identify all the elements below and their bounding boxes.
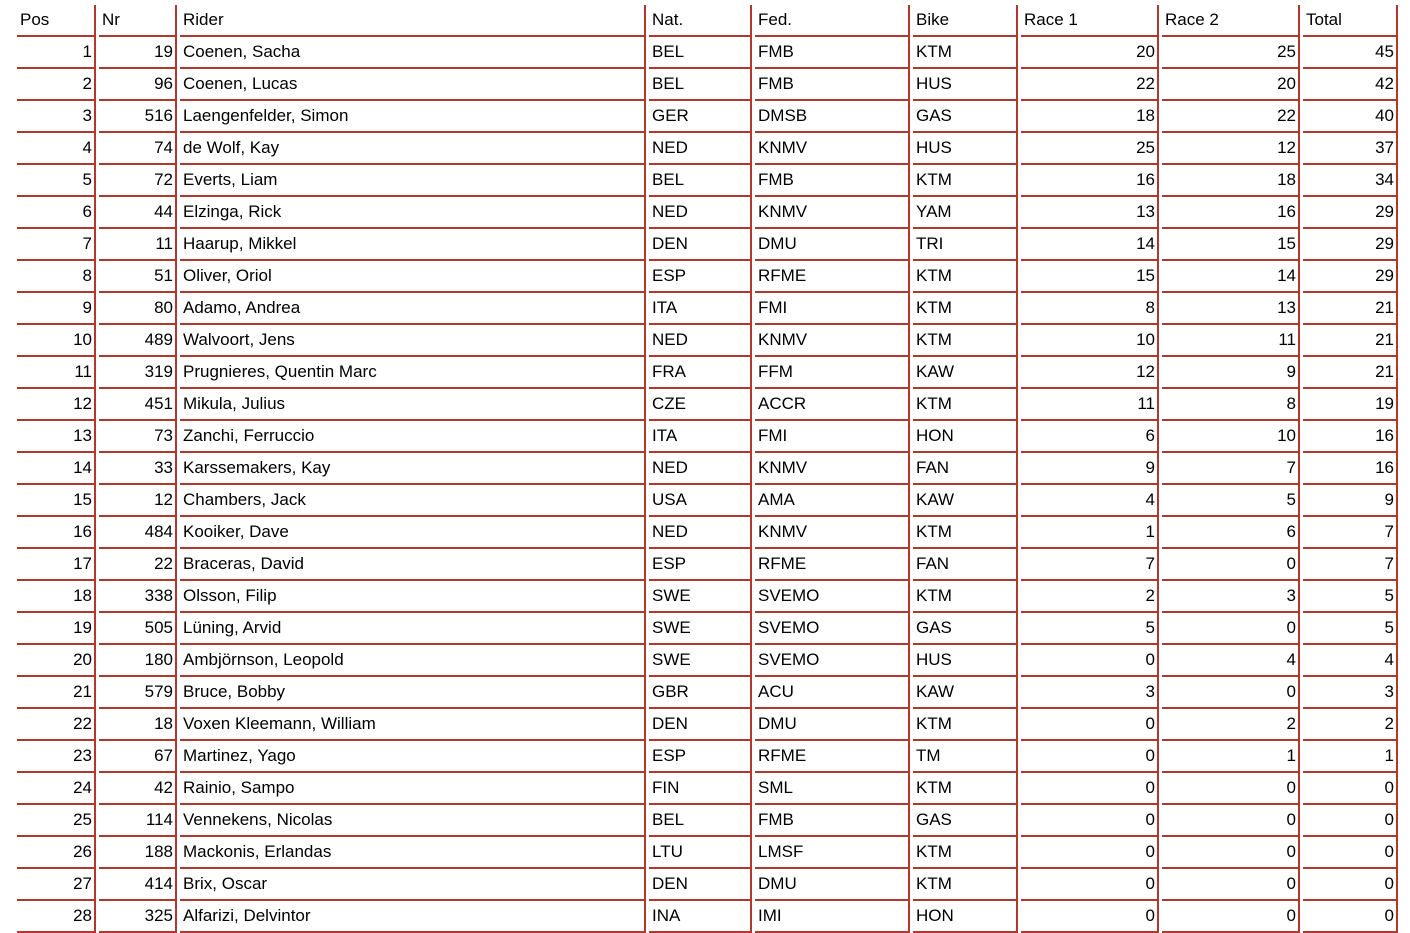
cell-race1: 3 bbox=[1021, 677, 1159, 709]
cell-race1: 8 bbox=[1021, 293, 1159, 325]
table-row bbox=[17, 101, 1398, 133]
table-row bbox=[17, 69, 1398, 101]
cell-nr: 96 bbox=[99, 69, 177, 101]
cell-race1: 5 bbox=[1021, 613, 1159, 645]
cell-total: 29 bbox=[1303, 229, 1398, 261]
cell-fed: FFM bbox=[755, 357, 910, 389]
cell-bike: HUS bbox=[913, 133, 1018, 165]
cell-total: 5 bbox=[1303, 613, 1398, 645]
cell-total: 1 bbox=[1303, 741, 1398, 773]
cell-pos: 26 bbox=[17, 837, 96, 869]
cell-race1: 25 bbox=[1021, 133, 1159, 165]
cell-bike: KAW bbox=[913, 677, 1018, 709]
cell-rider: Voxen Kleemann, William bbox=[180, 709, 646, 741]
cell-bike: KTM bbox=[913, 37, 1018, 69]
cell-fed: KNMV bbox=[755, 517, 910, 549]
cell-rider: Elzinga, Rick bbox=[180, 197, 646, 229]
cell-rider: Brix, Oscar bbox=[180, 869, 646, 901]
cell-nr: 12 bbox=[99, 485, 177, 517]
cell-pos: 27 bbox=[17, 869, 96, 901]
cell-race2: 4 bbox=[1162, 645, 1300, 677]
cell-fed: RFME bbox=[755, 261, 910, 293]
cell-rider: Prugnieres, Quentin Marc bbox=[180, 357, 646, 389]
table-row bbox=[17, 869, 1398, 901]
cell-fed: LMSF bbox=[755, 837, 910, 869]
cell-nat: BEL bbox=[649, 165, 752, 197]
table-row bbox=[17, 325, 1398, 357]
cell-pos: 3 bbox=[17, 101, 96, 133]
cell-total: 16 bbox=[1303, 453, 1398, 485]
cell-nat: GBR bbox=[649, 677, 752, 709]
cell-pos: 21 bbox=[17, 677, 96, 709]
cell-rider: Everts, Liam bbox=[180, 165, 646, 197]
cell-total: 21 bbox=[1303, 293, 1398, 325]
cell-nr: 72 bbox=[99, 165, 177, 197]
cell-total: 7 bbox=[1303, 517, 1398, 549]
table-row bbox=[17, 485, 1398, 517]
cell-bike: HUS bbox=[913, 69, 1018, 101]
cell-pos: 16 bbox=[17, 517, 96, 549]
cell-nr: 188 bbox=[99, 837, 177, 869]
cell-race2: 1 bbox=[1162, 741, 1300, 773]
cell-fed: SVEMO bbox=[755, 613, 910, 645]
cell-pos: 17 bbox=[17, 549, 96, 581]
column-header-fed: Fed. bbox=[755, 5, 910, 37]
cell-race1: 2 bbox=[1021, 581, 1159, 613]
cell-nat: CZE bbox=[649, 389, 752, 421]
cell-race1: 0 bbox=[1021, 869, 1159, 901]
cell-nr: 80 bbox=[99, 293, 177, 325]
cell-race2: 0 bbox=[1162, 837, 1300, 869]
cell-race1: 6 bbox=[1021, 421, 1159, 453]
cell-race2: 15 bbox=[1162, 229, 1300, 261]
table-row bbox=[17, 805, 1398, 837]
cell-rider: Vennekens, Nicolas bbox=[180, 805, 646, 837]
cell-bike: KTM bbox=[913, 837, 1018, 869]
cell-race1: 10 bbox=[1021, 325, 1159, 357]
cell-fed: FMI bbox=[755, 293, 910, 325]
cell-nat: SWE bbox=[649, 645, 752, 677]
cell-race2: 0 bbox=[1162, 805, 1300, 837]
cell-total: 5 bbox=[1303, 581, 1398, 613]
cell-nr: 484 bbox=[99, 517, 177, 549]
cell-nat: ITA bbox=[649, 421, 752, 453]
cell-nat: BEL bbox=[649, 805, 752, 837]
cell-race2: 8 bbox=[1162, 389, 1300, 421]
cell-nr: 51 bbox=[99, 261, 177, 293]
cell-rider: Karssemakers, Kay bbox=[180, 453, 646, 485]
cell-rider: Walvoort, Jens bbox=[180, 325, 646, 357]
cell-bike: KTM bbox=[913, 709, 1018, 741]
cell-bike: YAM bbox=[913, 197, 1018, 229]
column-header-rider: Rider bbox=[180, 5, 646, 37]
cell-nr: 579 bbox=[99, 677, 177, 709]
cell-bike: TM bbox=[913, 741, 1018, 773]
table-row bbox=[17, 197, 1398, 229]
cell-nat: SWE bbox=[649, 581, 752, 613]
cell-fed: SVEMO bbox=[755, 581, 910, 613]
cell-rider: Lüning, Arvid bbox=[180, 613, 646, 645]
cell-bike: KTM bbox=[913, 773, 1018, 805]
cell-fed: FMB bbox=[755, 69, 910, 101]
cell-nat: USA bbox=[649, 485, 752, 517]
table-row bbox=[17, 549, 1398, 581]
cell-nr: 44 bbox=[99, 197, 177, 229]
table-row bbox=[17, 133, 1398, 165]
cell-nat: GER bbox=[649, 101, 752, 133]
cell-nat: BEL bbox=[649, 37, 752, 69]
cell-bike: KTM bbox=[913, 581, 1018, 613]
cell-nat: DEN bbox=[649, 869, 752, 901]
cell-fed: IMI bbox=[755, 901, 910, 933]
cell-bike: HON bbox=[913, 421, 1018, 453]
cell-race2: 0 bbox=[1162, 869, 1300, 901]
cell-nr: 338 bbox=[99, 581, 177, 613]
cell-total: 42 bbox=[1303, 69, 1398, 101]
cell-race2: 11 bbox=[1162, 325, 1300, 357]
cell-race1: 22 bbox=[1021, 69, 1159, 101]
cell-pos: 23 bbox=[17, 741, 96, 773]
cell-rider: Ambjörnson, Leopold bbox=[180, 645, 646, 677]
cell-bike: KTM bbox=[913, 261, 1018, 293]
table-row bbox=[17, 37, 1398, 69]
cell-rider: Alfarizi, Delvintor bbox=[180, 901, 646, 933]
cell-pos: 1 bbox=[17, 37, 96, 69]
cell-fed: SML bbox=[755, 773, 910, 805]
cell-nr: 414 bbox=[99, 869, 177, 901]
cell-pos: 10 bbox=[17, 325, 96, 357]
cell-rider: Mikula, Julius bbox=[180, 389, 646, 421]
cell-rider: Coenen, Sacha bbox=[180, 37, 646, 69]
cell-race1: 15 bbox=[1021, 261, 1159, 293]
cell-total: 3 bbox=[1303, 677, 1398, 709]
cell-bike: TRI bbox=[913, 229, 1018, 261]
cell-race1: 0 bbox=[1021, 901, 1159, 933]
cell-nat: NED bbox=[649, 133, 752, 165]
cell-pos: 15 bbox=[17, 485, 96, 517]
cell-race1: 11 bbox=[1021, 389, 1159, 421]
cell-nr: 74 bbox=[99, 133, 177, 165]
cell-nr: 114 bbox=[99, 805, 177, 837]
cell-bike: GAS bbox=[913, 805, 1018, 837]
cell-nr: 67 bbox=[99, 741, 177, 773]
cell-race2: 10 bbox=[1162, 421, 1300, 453]
cell-race1: 13 bbox=[1021, 197, 1159, 229]
cell-rider: Mackonis, Erlandas bbox=[180, 837, 646, 869]
cell-total: 16 bbox=[1303, 421, 1398, 453]
table-row bbox=[17, 421, 1398, 453]
cell-race2: 0 bbox=[1162, 901, 1300, 933]
cell-rider: Haarup, Mikkel bbox=[180, 229, 646, 261]
cell-race1: 20 bbox=[1021, 37, 1159, 69]
cell-pos: 22 bbox=[17, 709, 96, 741]
table-row bbox=[17, 517, 1398, 549]
cell-rider: Bruce, Bobby bbox=[180, 677, 646, 709]
cell-total: 34 bbox=[1303, 165, 1398, 197]
cell-total: 21 bbox=[1303, 357, 1398, 389]
table-row bbox=[17, 709, 1398, 741]
cell-fed: FMB bbox=[755, 805, 910, 837]
cell-rider: Oliver, Oriol bbox=[180, 261, 646, 293]
cell-nr: 180 bbox=[99, 645, 177, 677]
cell-total: 0 bbox=[1303, 805, 1398, 837]
table-row bbox=[17, 741, 1398, 773]
cell-fed: FMB bbox=[755, 165, 910, 197]
column-header-nat: Nat. bbox=[649, 5, 752, 37]
table-body bbox=[17, 37, 1398, 933]
cell-pos: 25 bbox=[17, 805, 96, 837]
cell-rider: Coenen, Lucas bbox=[180, 69, 646, 101]
cell-race1: 4 bbox=[1021, 485, 1159, 517]
cell-fed: ACCR bbox=[755, 389, 910, 421]
column-header-nr: Nr bbox=[99, 5, 177, 37]
cell-nat: ESP bbox=[649, 549, 752, 581]
cell-fed: AMA bbox=[755, 485, 910, 517]
cell-nat: LTU bbox=[649, 837, 752, 869]
cell-nr: 18 bbox=[99, 709, 177, 741]
cell-race2: 9 bbox=[1162, 357, 1300, 389]
column-header-total: Total bbox=[1303, 5, 1398, 37]
table-row bbox=[17, 229, 1398, 261]
cell-pos: 5 bbox=[17, 165, 96, 197]
cell-bike: KTM bbox=[913, 325, 1018, 357]
table-row bbox=[17, 357, 1398, 389]
cell-bike: KTM bbox=[913, 869, 1018, 901]
cell-rider: de Wolf, Kay bbox=[180, 133, 646, 165]
cell-race2: 14 bbox=[1162, 261, 1300, 293]
cell-total: 29 bbox=[1303, 197, 1398, 229]
cell-race2: 20 bbox=[1162, 69, 1300, 101]
column-header-pos: Pos bbox=[17, 5, 96, 37]
cell-fed: ACU bbox=[755, 677, 910, 709]
cell-bike: KAW bbox=[913, 485, 1018, 517]
cell-rider: Chambers, Jack bbox=[180, 485, 646, 517]
cell-nr: 516 bbox=[99, 101, 177, 133]
cell-nat: SWE bbox=[649, 613, 752, 645]
column-header-race2: Race 2 bbox=[1162, 5, 1300, 37]
cell-total: 40 bbox=[1303, 101, 1398, 133]
table-row bbox=[17, 677, 1398, 709]
cell-pos: 24 bbox=[17, 773, 96, 805]
cell-nat: DEN bbox=[649, 229, 752, 261]
cell-pos: 7 bbox=[17, 229, 96, 261]
cell-total: 0 bbox=[1303, 869, 1398, 901]
cell-total: 19 bbox=[1303, 389, 1398, 421]
cell-nr: 22 bbox=[99, 549, 177, 581]
cell-total: 37 bbox=[1303, 133, 1398, 165]
cell-nat: ESP bbox=[649, 261, 752, 293]
cell-nat: NED bbox=[649, 325, 752, 357]
cell-race1: 7 bbox=[1021, 549, 1159, 581]
table-row bbox=[17, 613, 1398, 645]
cell-bike: KTM bbox=[913, 517, 1018, 549]
cell-race1: 0 bbox=[1021, 837, 1159, 869]
cell-nr: 489 bbox=[99, 325, 177, 357]
cell-pos: 14 bbox=[17, 453, 96, 485]
cell-race1: 16 bbox=[1021, 165, 1159, 197]
table-row bbox=[17, 773, 1398, 805]
cell-rider: Rainio, Sampo bbox=[180, 773, 646, 805]
cell-pos: 9 bbox=[17, 293, 96, 325]
cell-nat: DEN bbox=[649, 709, 752, 741]
table-row bbox=[17, 261, 1398, 293]
cell-nat: NED bbox=[649, 453, 752, 485]
cell-race2: 22 bbox=[1162, 101, 1300, 133]
cell-race2: 12 bbox=[1162, 133, 1300, 165]
header-row bbox=[17, 5, 1398, 37]
cell-fed: KNMV bbox=[755, 133, 910, 165]
cell-bike: KTM bbox=[913, 293, 1018, 325]
cell-fed: RFME bbox=[755, 549, 910, 581]
cell-nat: BEL bbox=[649, 69, 752, 101]
cell-total: 0 bbox=[1303, 901, 1398, 933]
cell-nr: 505 bbox=[99, 613, 177, 645]
cell-nat: ITA bbox=[649, 293, 752, 325]
cell-total: 45 bbox=[1303, 37, 1398, 69]
cell-race2: 18 bbox=[1162, 165, 1300, 197]
cell-nat: FRA bbox=[649, 357, 752, 389]
cell-total: 7 bbox=[1303, 549, 1398, 581]
column-header-bike: Bike bbox=[913, 5, 1018, 37]
cell-race1: 0 bbox=[1021, 773, 1159, 805]
cell-race1: 0 bbox=[1021, 709, 1159, 741]
cell-race2: 0 bbox=[1162, 613, 1300, 645]
cell-fed: SVEMO bbox=[755, 645, 910, 677]
cell-total: 2 bbox=[1303, 709, 1398, 741]
cell-race2: 3 bbox=[1162, 581, 1300, 613]
cell-fed: DMU bbox=[755, 869, 910, 901]
results-table bbox=[14, 5, 1401, 933]
cell-nat: ESP bbox=[649, 741, 752, 773]
cell-race2: 0 bbox=[1162, 549, 1300, 581]
table-row bbox=[17, 389, 1398, 421]
cell-total: 0 bbox=[1303, 773, 1398, 805]
cell-pos: 11 bbox=[17, 357, 96, 389]
cell-pos: 6 bbox=[17, 197, 96, 229]
cell-race2: 5 bbox=[1162, 485, 1300, 517]
cell-pos: 13 bbox=[17, 421, 96, 453]
cell-total: 0 bbox=[1303, 837, 1398, 869]
cell-pos: 20 bbox=[17, 645, 96, 677]
cell-bike: HUS bbox=[913, 645, 1018, 677]
cell-fed: KNMV bbox=[755, 453, 910, 485]
cell-rider: Olsson, Filip bbox=[180, 581, 646, 613]
cell-fed: KNMV bbox=[755, 197, 910, 229]
cell-race2: 0 bbox=[1162, 677, 1300, 709]
cell-nr: 319 bbox=[99, 357, 177, 389]
cell-race1: 0 bbox=[1021, 805, 1159, 837]
cell-rider: Kooiker, Dave bbox=[180, 517, 646, 549]
cell-bike: HON bbox=[913, 901, 1018, 933]
cell-race2: 13 bbox=[1162, 293, 1300, 325]
cell-rider: Laengenfelder, Simon bbox=[180, 101, 646, 133]
cell-bike: GAS bbox=[913, 613, 1018, 645]
cell-nr: 325 bbox=[99, 901, 177, 933]
table-row bbox=[17, 645, 1398, 677]
cell-pos: 12 bbox=[17, 389, 96, 421]
cell-rider: Braceras, David bbox=[180, 549, 646, 581]
cell-rider: Adamo, Andrea bbox=[180, 293, 646, 325]
cell-race2: 6 bbox=[1162, 517, 1300, 549]
cell-total: 9 bbox=[1303, 485, 1398, 517]
cell-race2: 25 bbox=[1162, 37, 1300, 69]
cell-pos: 28 bbox=[17, 901, 96, 933]
cell-nat: INA bbox=[649, 901, 752, 933]
cell-nr: 73 bbox=[99, 421, 177, 453]
cell-race1: 14 bbox=[1021, 229, 1159, 261]
cell-nat: FIN bbox=[649, 773, 752, 805]
cell-pos: 8 bbox=[17, 261, 96, 293]
table-row bbox=[17, 453, 1398, 485]
cell-total: 21 bbox=[1303, 325, 1398, 357]
cell-race1: 9 bbox=[1021, 453, 1159, 485]
cell-fed: FMB bbox=[755, 37, 910, 69]
cell-fed: DMU bbox=[755, 709, 910, 741]
table-row bbox=[17, 293, 1398, 325]
cell-race2: 7 bbox=[1162, 453, 1300, 485]
cell-race1: 1 bbox=[1021, 517, 1159, 549]
cell-nr: 11 bbox=[99, 229, 177, 261]
cell-race2: 0 bbox=[1162, 773, 1300, 805]
cell-pos: 4 bbox=[17, 133, 96, 165]
cell-fed: KNMV bbox=[755, 325, 910, 357]
cell-pos: 18 bbox=[17, 581, 96, 613]
cell-race1: 12 bbox=[1021, 357, 1159, 389]
cell-total: 4 bbox=[1303, 645, 1398, 677]
table-row bbox=[17, 901, 1398, 933]
cell-bike: FAN bbox=[913, 549, 1018, 581]
cell-bike: KTM bbox=[913, 389, 1018, 421]
cell-nat: NED bbox=[649, 197, 752, 229]
cell-fed: DMU bbox=[755, 229, 910, 261]
cell-nr: 19 bbox=[99, 37, 177, 69]
cell-rider: Martinez, Yago bbox=[180, 741, 646, 773]
table-row bbox=[17, 581, 1398, 613]
cell-total: 29 bbox=[1303, 261, 1398, 293]
cell-pos: 2 bbox=[17, 69, 96, 101]
cell-nat: NED bbox=[649, 517, 752, 549]
cell-race2: 2 bbox=[1162, 709, 1300, 741]
table-header bbox=[17, 5, 1398, 37]
cell-nr: 42 bbox=[99, 773, 177, 805]
cell-fed: DMSB bbox=[755, 101, 910, 133]
cell-fed: RFME bbox=[755, 741, 910, 773]
cell-bike: GAS bbox=[913, 101, 1018, 133]
cell-nr: 33 bbox=[99, 453, 177, 485]
cell-bike: KAW bbox=[913, 357, 1018, 389]
table-row bbox=[17, 165, 1398, 197]
table-row bbox=[17, 837, 1398, 869]
cell-rider: Zanchi, Ferruccio bbox=[180, 421, 646, 453]
cell-fed: FMI bbox=[755, 421, 910, 453]
cell-nr: 451 bbox=[99, 389, 177, 421]
cell-bike: KTM bbox=[913, 165, 1018, 197]
cell-pos: 19 bbox=[17, 613, 96, 645]
cell-race1: 0 bbox=[1021, 645, 1159, 677]
cell-bike: FAN bbox=[913, 453, 1018, 485]
cell-race1: 18 bbox=[1021, 101, 1159, 133]
cell-race1: 0 bbox=[1021, 741, 1159, 773]
column-header-race1: Race 1 bbox=[1021, 5, 1159, 37]
cell-race2: 16 bbox=[1162, 197, 1300, 229]
